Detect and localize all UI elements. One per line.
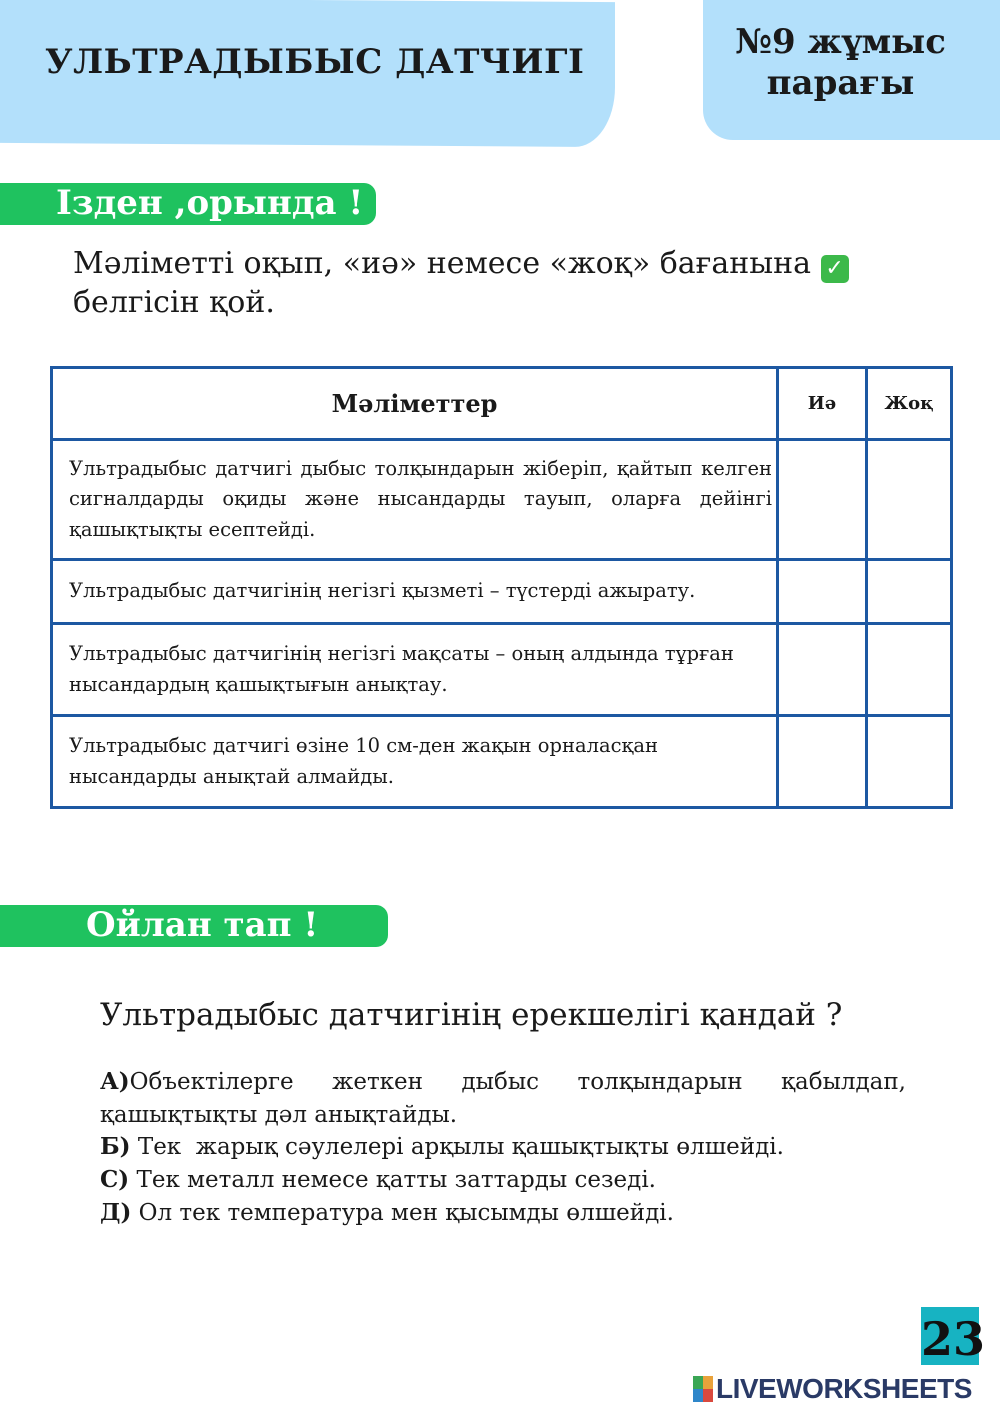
statement-cell: Ультрадыбыс датчигі дыбыс толқындарын жіберіп, қайтып келген сигналдарды оқиды және нысандарды тауып, оларға дейінгі қашықтықты есептейді. bbox=[52, 440, 778, 560]
answer-options bbox=[100, 1066, 906, 1229]
worksheet-number-line1: №9 жұмыс bbox=[735, 22, 946, 62]
option-a[interactable] bbox=[100, 1066, 906, 1131]
option-letter: С) bbox=[100, 1165, 130, 1193]
option-c[interactable] bbox=[100, 1164, 906, 1197]
table-header-row bbox=[52, 368, 952, 440]
table-row bbox=[52, 716, 952, 808]
worksheet-number bbox=[718, 22, 963, 104]
option-text-continued: қашықтықты дәл анықтайды. bbox=[100, 1101, 458, 1128]
liveworksheets-icon bbox=[693, 1376, 713, 1402]
instruction-part2: белгісін қой. bbox=[73, 285, 275, 320]
option-b[interactable] bbox=[100, 1131, 906, 1164]
facts-table bbox=[50, 366, 953, 809]
question-text: Ультрадыбыс датчигінің ерекшелігі қандай ? bbox=[100, 997, 843, 1033]
option-text: Тек металл немесе қатты заттарды сезеді. bbox=[129, 1166, 656, 1193]
option-letter: А) bbox=[100, 1068, 130, 1095]
column-header-facts: Мәліметтер bbox=[52, 368, 778, 440]
page-number-badge: 23 bbox=[921, 1307, 979, 1365]
statement-cell: Ультрадыбыс датчигінің негізгі мақсаты – оның алдында тұрған нысандардың қашықтығын анықтау. bbox=[52, 624, 778, 716]
worksheet-number-line2: парағы bbox=[766, 62, 915, 103]
option-letter: Б) bbox=[100, 1133, 131, 1161]
no-answer-box[interactable] bbox=[867, 624, 952, 716]
option-d[interactable] bbox=[100, 1197, 906, 1230]
yes-answer-box[interactable] bbox=[778, 716, 867, 808]
section-banner-think: Ойлан тап ! bbox=[0, 905, 388, 947]
option-text: Ол тек температура мен қысымды өлшейді. bbox=[138, 1199, 674, 1226]
table-row bbox=[52, 560, 952, 624]
check-mark-icon: ✓ bbox=[821, 255, 849, 283]
column-header-yes: Иә bbox=[778, 368, 867, 440]
yes-answer-box[interactable] bbox=[778, 440, 867, 560]
option-text: Объектілерге жеткен дыбыс толқындарын қабылдап, bbox=[129, 1069, 906, 1095]
yes-answer-box[interactable] bbox=[778, 560, 867, 624]
column-header-no: Жоқ bbox=[867, 368, 952, 440]
yes-answer-box[interactable] bbox=[778, 624, 867, 716]
table-row bbox=[52, 440, 952, 560]
no-answer-box[interactable] bbox=[867, 716, 952, 808]
statement-cell: Ультрадыбыс датчигі өзіне 10 см-ден жақын орналасқан нысандарды анықтай алмайды. bbox=[52, 716, 778, 808]
statement-cell: Ультрадыбыс датчигінің негізгі қызметі – түстерді ажырату. bbox=[52, 560, 778, 624]
no-answer-box[interactable] bbox=[867, 560, 952, 624]
brand-name: LIVEWORKSHEETS bbox=[716, 1373, 972, 1404]
option-letter: Д) bbox=[100, 1198, 132, 1226]
instruction-part1: Мәліметті оқып, «иә» немесе «жоқ» бағанына bbox=[73, 246, 812, 281]
option-text: Тек жарық сәулелері арқылы қашықтықты өлшейді. bbox=[130, 1134, 784, 1161]
table-row bbox=[52, 624, 952, 716]
no-answer-box[interactable] bbox=[867, 440, 952, 560]
instruction-text bbox=[73, 244, 893, 322]
page-title: УЛЬТРАДЫБЫС ДАТЧИГІ bbox=[45, 42, 585, 82]
liveworksheets-logo bbox=[693, 1374, 972, 1404]
section-banner-search: Ізден ,орында ! bbox=[0, 183, 376, 225]
